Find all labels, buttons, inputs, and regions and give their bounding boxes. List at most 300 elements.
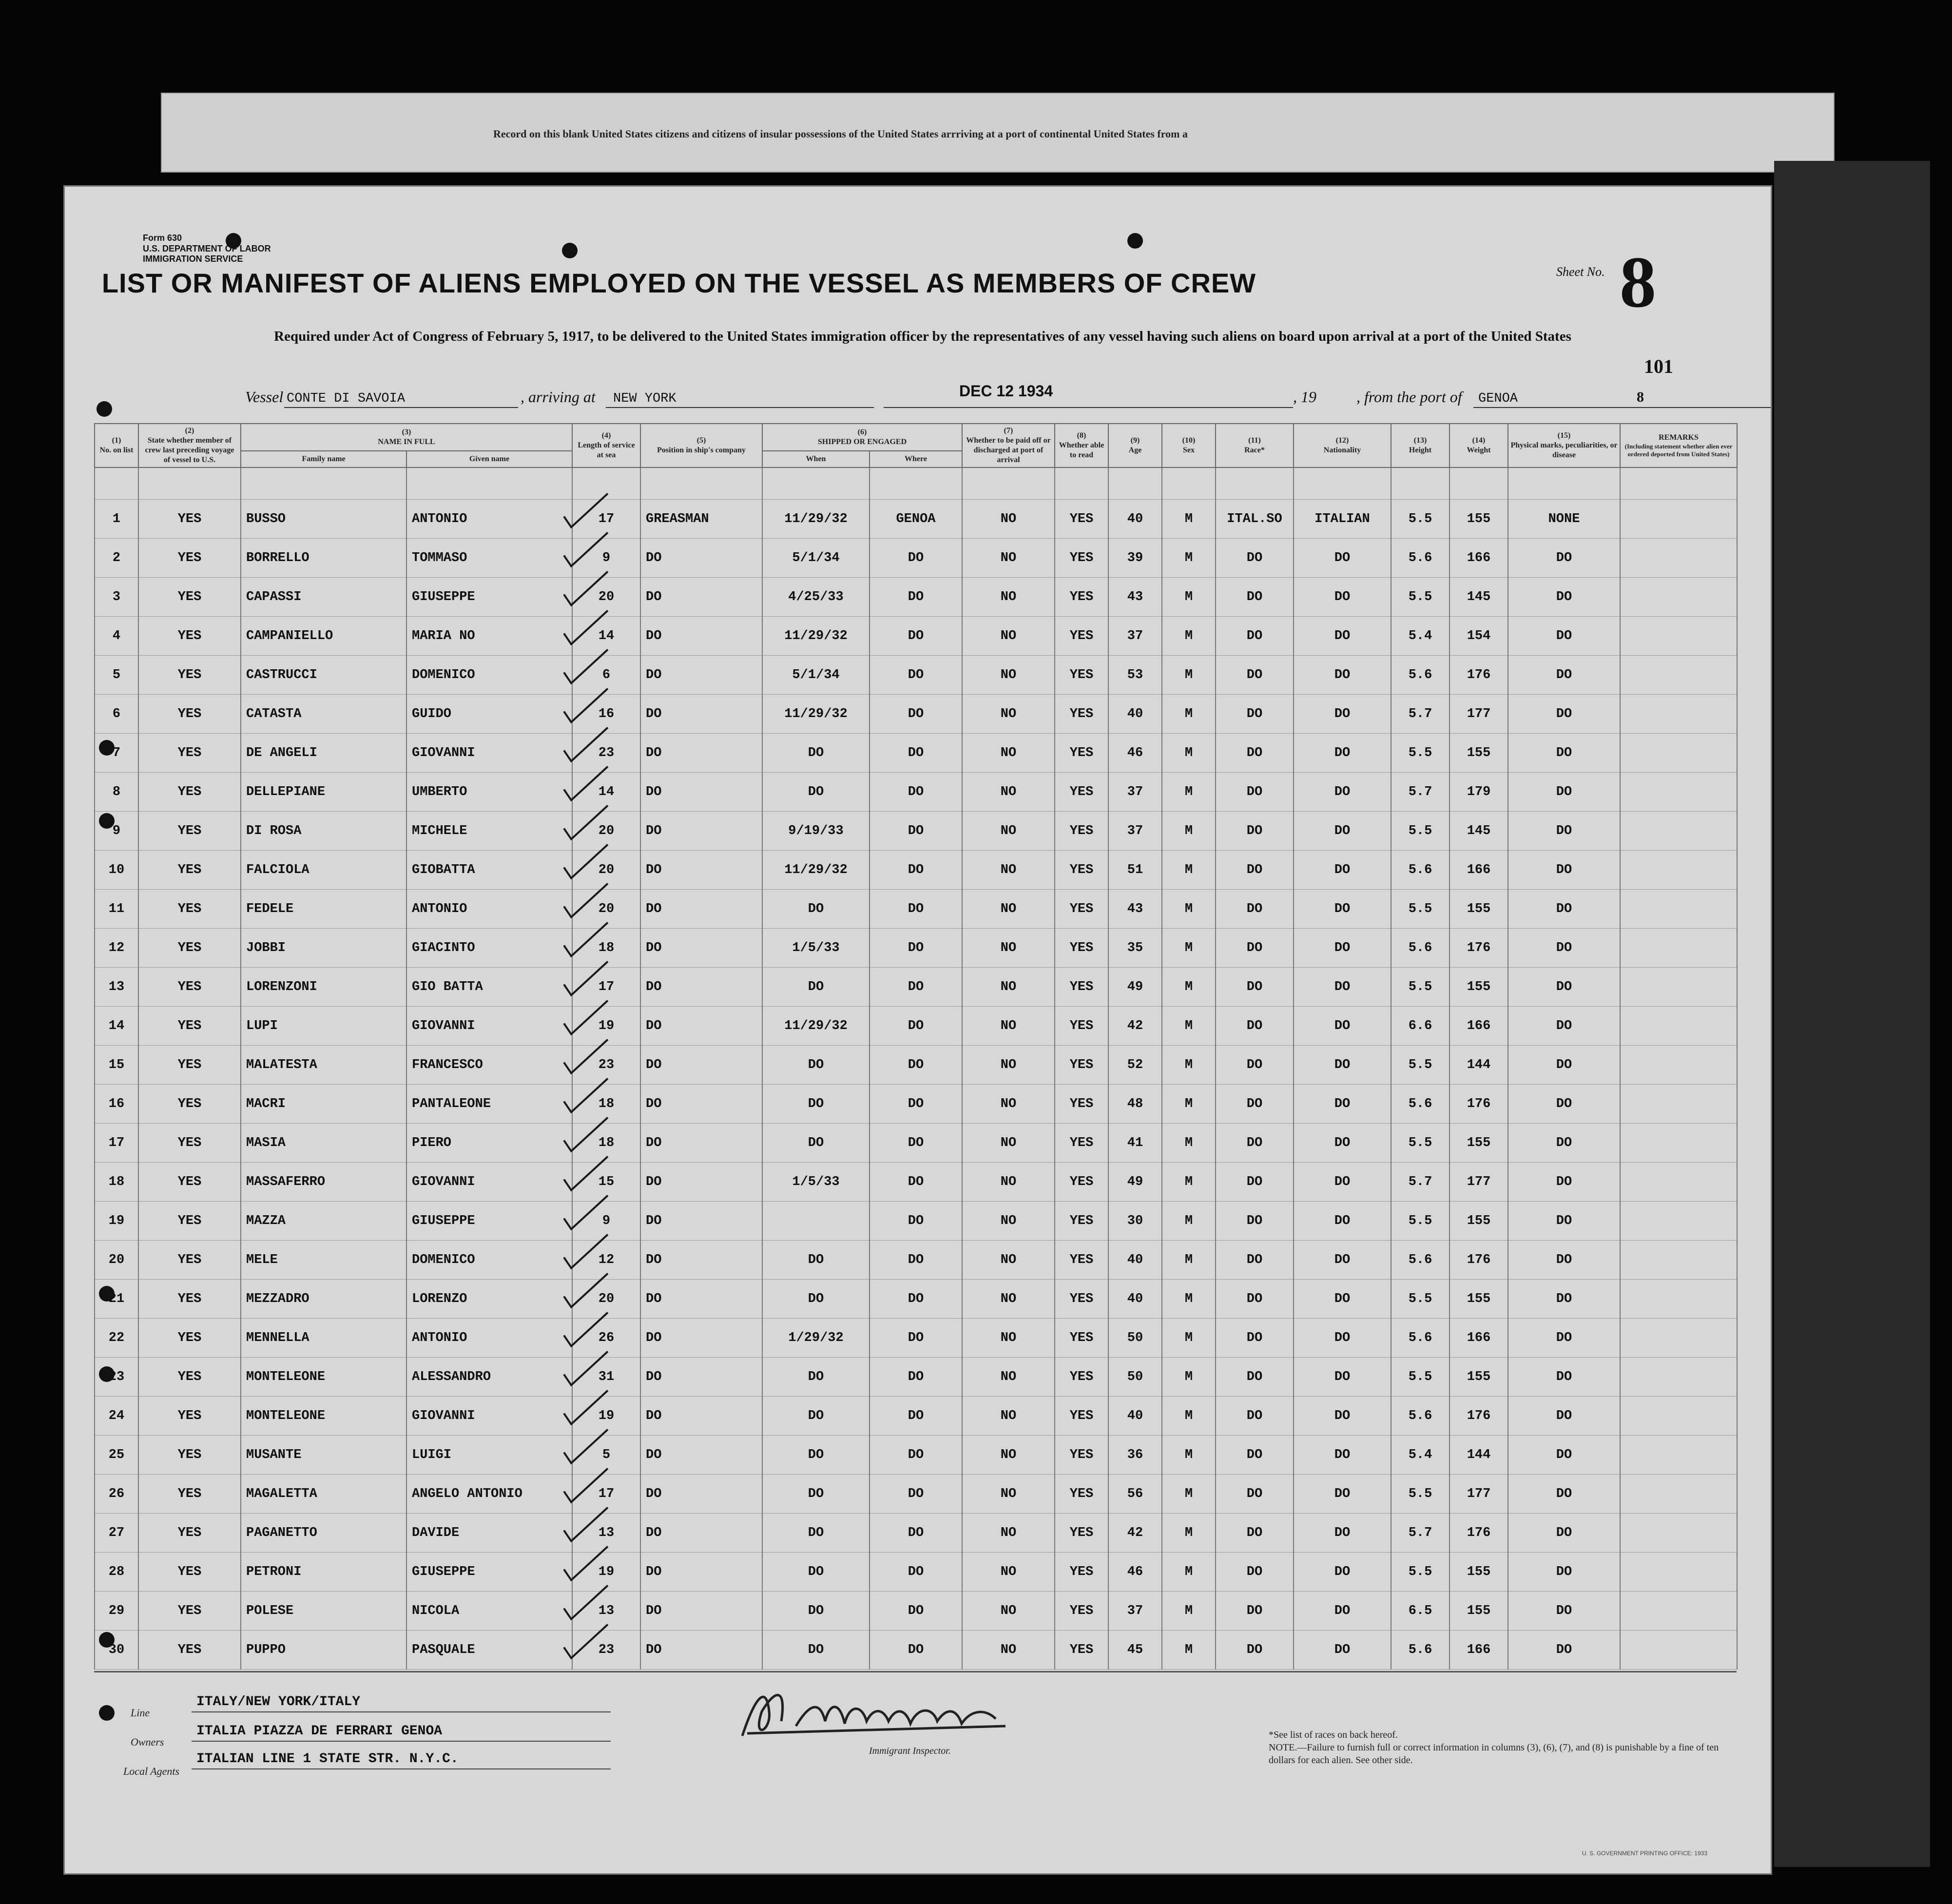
cell-paid: NO <box>962 851 1055 890</box>
cell-family: MACRI <box>241 1085 406 1124</box>
table-row <box>95 929 1737 968</box>
cell-age: 37 <box>1108 812 1162 851</box>
cell-prior: YES <box>138 1358 241 1397</box>
cell-given: MARIA NO <box>406 617 572 656</box>
cell-when: DO <box>762 1436 870 1475</box>
cell-age: 49 <box>1108 968 1162 1007</box>
cell-weight: 176 <box>1450 1085 1508 1124</box>
cell-family: MONTELEONE <box>241 1397 406 1436</box>
table-row <box>95 539 1737 578</box>
cell-weight: 145 <box>1450 812 1508 851</box>
cell-sex: M <box>1162 1085 1216 1124</box>
cell-age: 43 <box>1108 890 1162 929</box>
handwritten-number: 8 <box>1637 389 1644 405</box>
agents-value: ITALIAN LINE 1 STATE STR. N.Y.C. <box>196 1751 459 1767</box>
cell-family: JOBBI <box>241 929 406 968</box>
cell-age: 40 <box>1108 500 1162 539</box>
cell-sex: M <box>1162 1046 1216 1085</box>
cell-paid: NO <box>962 1241 1055 1280</box>
cell-family: CATASTA <box>241 695 406 734</box>
cell-nationality: DO <box>1294 1124 1391 1163</box>
cell-no: 8 <box>95 773 138 812</box>
cell-height: 5.5 <box>1391 1553 1450 1592</box>
cell-service: 14 <box>572 617 640 656</box>
cell-family: BORRELLO <box>241 539 406 578</box>
underlying-page-edge <box>1774 161 1930 1867</box>
cell-remarks <box>1620 539 1737 578</box>
cell-weight: 179 <box>1450 773 1508 812</box>
cell-position: GREASMAN <box>640 500 762 539</box>
cell-given: GIACINTO <box>406 929 572 968</box>
cell-marks: DO <box>1508 1241 1620 1280</box>
cell-marks: DO <box>1508 1085 1620 1124</box>
cell-given: GIOBATTA <box>406 851 572 890</box>
cell-prior: YES <box>138 656 241 695</box>
cell-sex: M <box>1162 1007 1216 1046</box>
cell-paid: NO <box>962 929 1055 968</box>
cell-read: YES <box>1055 1319 1108 1358</box>
cell-sex: M <box>1162 578 1216 617</box>
cell-family: MAGALETTA <box>241 1475 406 1514</box>
cell-height: 5.5 <box>1391 812 1450 851</box>
cell-service: 9 <box>572 539 640 578</box>
cell-paid: NO <box>962 539 1055 578</box>
cell-position: DO <box>640 734 762 773</box>
table-row <box>95 1553 1737 1592</box>
cell-prior: YES <box>138 1046 241 1085</box>
cell-prior: YES <box>138 1397 241 1436</box>
cell-prior: YES <box>138 1007 241 1046</box>
cell-no: 14 <box>95 1007 138 1046</box>
table-row <box>95 1397 1737 1436</box>
col-header-shipped: (6) SHIPPED OR ENGAGED <box>762 424 962 451</box>
cell-when: 4/25/33 <box>762 578 870 617</box>
cell-when: DO <box>762 734 870 773</box>
cell-position: DO <box>640 812 762 851</box>
inspector-signature <box>723 1682 1064 1746</box>
cell-when: DO <box>762 1397 870 1436</box>
cell-weight: 176 <box>1450 656 1508 695</box>
cell-no: 20 <box>95 1241 138 1280</box>
cell-height: 5.6 <box>1391 1085 1450 1124</box>
cell-weight: 166 <box>1450 1007 1508 1046</box>
from-rule <box>1473 407 1772 408</box>
cell-age: 39 <box>1108 539 1162 578</box>
cell-read: YES <box>1055 1241 1108 1280</box>
cell-no: 9 <box>95 812 138 851</box>
cell-no: 13 <box>95 968 138 1007</box>
cell-marks: DO <box>1508 1046 1620 1085</box>
cell-remarks <box>1620 734 1737 773</box>
cell-position: DO <box>640 1202 762 1241</box>
cell-prior: YES <box>138 1163 241 1202</box>
cell-prior: YES <box>138 1202 241 1241</box>
department-name: U.S. DEPARTMENT OF LABOR <box>143 243 271 253</box>
cell-height: 5.5 <box>1391 1358 1450 1397</box>
cell-when: 1/29/32 <box>762 1319 870 1358</box>
cell-service: 23 <box>572 1631 640 1670</box>
cell-remarks <box>1620 1397 1737 1436</box>
cell-family: MASSAFERRO <box>241 1163 406 1202</box>
cell-age: 37 <box>1108 773 1162 812</box>
cell-where: GENOA <box>870 500 962 539</box>
cell-race: DO <box>1216 1514 1294 1553</box>
owners-value: ITALIA PIAZZA DE FERRARI GENOA <box>196 1724 443 1739</box>
failure-note: NOTE.—Failure to furnish full or correct information in columns (3), (6), (7), and (8) is punishable by a fine of ten dollars for each alien. See other side. <box>1269 1742 1719 1766</box>
cell-race: DO <box>1216 890 1294 929</box>
cell-read: YES <box>1055 1163 1108 1202</box>
cell-position: DO <box>640 578 762 617</box>
cell-service: 20 <box>572 1280 640 1319</box>
cell-when: DO <box>762 1241 870 1280</box>
cell-no: 26 <box>95 1475 138 1514</box>
cell-prior: YES <box>138 1241 241 1280</box>
cell-service: 17 <box>572 500 640 539</box>
cell-marks: DO <box>1508 539 1620 578</box>
cell-when: DO <box>762 1553 870 1592</box>
cell-weight: 177 <box>1450 695 1508 734</box>
cell-race: DO <box>1216 1397 1294 1436</box>
cell-remarks <box>1620 1202 1737 1241</box>
cell-remarks <box>1620 851 1737 890</box>
cell-marks: DO <box>1508 773 1620 812</box>
back-sheet-note: Record on this blank United States citizens and citizens of insular possessions of the United States arrriving at a port of continental United States from a <box>493 128 1188 140</box>
cell-given: ALESSANDRO <box>406 1358 572 1397</box>
line-label: Line <box>131 1707 150 1719</box>
cell-service: 20 <box>572 812 640 851</box>
cell-read: YES <box>1055 1397 1108 1436</box>
table-row <box>95 1046 1737 1085</box>
cell-family: CAMPANIELLO <box>241 617 406 656</box>
cell-family: MONTELEONE <box>241 1358 406 1397</box>
service-name: IMMIGRATION SERVICE <box>143 254 243 264</box>
cell-marks: DO <box>1508 656 1620 695</box>
cell-weight: 166 <box>1450 851 1508 890</box>
cell-height: 5.7 <box>1391 773 1450 812</box>
cell-race: DO <box>1216 773 1294 812</box>
cell-marks: DO <box>1508 617 1620 656</box>
vessel-rule <box>284 407 518 408</box>
cell-marks: DO <box>1508 1280 1620 1319</box>
cell-no: 18 <box>95 1163 138 1202</box>
cell-position: DO <box>640 1319 762 1358</box>
cell-where: DO <box>870 1358 962 1397</box>
cell-remarks <box>1620 1007 1737 1046</box>
page-subtitle: Required under Act of Congress of February 5, 1917, to be delivered to the United States immigration officer by the representatives of any vessel having such aliens on board upon arrival at a port of the United States <box>274 329 1571 344</box>
cell-sex: M <box>1162 1475 1216 1514</box>
cell-where: DO <box>870 851 962 890</box>
cell-race: DO <box>1216 617 1294 656</box>
cell-position: DO <box>640 1397 762 1436</box>
cell-nationality: ITALIAN <box>1294 500 1391 539</box>
cell-position: DO <box>640 1592 762 1631</box>
table-row <box>95 1124 1737 1163</box>
cell-nationality: DO <box>1294 773 1391 812</box>
cell-weight: 166 <box>1450 1319 1508 1358</box>
cell-nationality: DO <box>1294 812 1391 851</box>
cell-sex: M <box>1162 1436 1216 1475</box>
col-header-position: (5) Position in ship's company <box>640 424 762 467</box>
cell-weight: 155 <box>1450 968 1508 1007</box>
table-row <box>95 1202 1737 1241</box>
cell-family: PAGANETTO <box>241 1514 406 1553</box>
cell-weight: 155 <box>1450 1202 1508 1241</box>
cell-when: DO <box>762 1514 870 1553</box>
vessel-name: CONTE DI SAVOIA <box>287 391 406 406</box>
cell-service: 19 <box>572 1007 640 1046</box>
cell-remarks <box>1620 1436 1737 1475</box>
cell-remarks <box>1620 1124 1737 1163</box>
cell-given: LUIGI <box>406 1436 572 1475</box>
agents-rule <box>192 1768 611 1769</box>
cell-race: DO <box>1216 1124 1294 1163</box>
cell-when: DO <box>762 890 870 929</box>
cell-service: 16 <box>572 695 640 734</box>
cell-position: DO <box>640 539 762 578</box>
cell-marks: DO <box>1508 1475 1620 1514</box>
cell-where: DO <box>870 1436 962 1475</box>
cell-marks: NONE <box>1508 500 1620 539</box>
cell-family: MAZZA <box>241 1202 406 1241</box>
cell-position: DO <box>640 1046 762 1085</box>
cell-remarks <box>1620 1163 1737 1202</box>
cell-when: 11/29/32 <box>762 695 870 734</box>
cell-paid: NO <box>962 1007 1055 1046</box>
cell-weight: 155 <box>1450 890 1508 929</box>
cell-where: DO <box>870 1514 962 1553</box>
cell-nationality: DO <box>1294 1280 1391 1319</box>
cell-height: 6.6 <box>1391 1007 1450 1046</box>
cell-height: 5.6 <box>1391 1397 1450 1436</box>
cell-paid: NO <box>962 1397 1055 1436</box>
cell-when: DO <box>762 1475 870 1514</box>
cell-where: DO <box>870 1241 962 1280</box>
cell-read: YES <box>1055 890 1108 929</box>
cell-race: DO <box>1216 1358 1294 1397</box>
cell-paid: NO <box>962 500 1055 539</box>
cell-nationality: DO <box>1294 734 1391 773</box>
cell-marks: DO <box>1508 1358 1620 1397</box>
table-row <box>95 1319 1737 1358</box>
cell-paid: NO <box>962 1475 1055 1514</box>
cell-remarks <box>1620 968 1737 1007</box>
cell-weight: 155 <box>1450 500 1508 539</box>
cell-prior: YES <box>138 1124 241 1163</box>
table-row <box>95 734 1737 773</box>
cell-race: DO <box>1216 1631 1294 1670</box>
cell-paid: NO <box>962 1124 1055 1163</box>
vessel-line <box>245 382 1673 411</box>
cell-weight: 155 <box>1450 1124 1508 1163</box>
cell-given: UMBERTO <box>406 773 572 812</box>
page-title: LIST OR MANIFEST OF ALIENS EMPLOYED ON THE VESSEL AS MEMBERS OF CREW <box>101 268 1256 298</box>
cell-weight: 176 <box>1450 929 1508 968</box>
cell-no: 10 <box>95 851 138 890</box>
cell-service: 17 <box>572 968 640 1007</box>
cell-nationality: DO <box>1294 539 1391 578</box>
cell-read: YES <box>1055 617 1108 656</box>
cell-no: 23 <box>95 1358 138 1397</box>
cell-nationality: DO <box>1294 1436 1391 1475</box>
cell-prior: YES <box>138 695 241 734</box>
manifest-footer <box>94 1671 1737 1867</box>
cell-paid: NO <box>962 1631 1055 1670</box>
cell-age: 36 <box>1108 1436 1162 1475</box>
cell-height: 5.6 <box>1391 851 1450 890</box>
cell-given: ANTONIO <box>406 890 572 929</box>
cell-remarks <box>1620 812 1737 851</box>
cell-read: YES <box>1055 1475 1108 1514</box>
cell-race: DO <box>1216 1085 1294 1124</box>
cell-race: DO <box>1216 578 1294 617</box>
table-row <box>95 1241 1737 1280</box>
cell-remarks <box>1620 1046 1737 1085</box>
cell-marks: DO <box>1508 1553 1620 1592</box>
cell-race: DO <box>1216 1007 1294 1046</box>
cell-age: 37 <box>1108 617 1162 656</box>
cell-prior: YES <box>138 1553 241 1592</box>
cell-height: 5.7 <box>1391 1163 1450 1202</box>
cell-race: DO <box>1216 968 1294 1007</box>
cell-position: DO <box>640 1631 762 1670</box>
cell-no: 27 <box>95 1514 138 1553</box>
cell-service: 19 <box>572 1553 640 1592</box>
table-row <box>95 617 1737 656</box>
year-label: , 19 <box>1293 388 1316 406</box>
cell-given: PASQUALE <box>406 1631 572 1670</box>
cell-position: DO <box>640 929 762 968</box>
cell-nationality: DO <box>1294 1085 1391 1124</box>
cell-sex: M <box>1162 812 1216 851</box>
cell-sex: M <box>1162 617 1216 656</box>
cell-age: 42 <box>1108 1514 1162 1553</box>
col-header-remarks: REMARKS (Including statement whether alien ever ordered deported from United States) <box>1620 424 1737 467</box>
cell-read: YES <box>1055 1631 1108 1670</box>
cell-weight: 176 <box>1450 1397 1508 1436</box>
cell-marks: DO <box>1508 578 1620 617</box>
cell-where: DO <box>870 656 962 695</box>
cell-remarks <box>1620 929 1737 968</box>
cell-height: 5.5 <box>1391 1046 1450 1085</box>
cell-service: 12 <box>572 1241 640 1280</box>
cell-where: DO <box>870 890 962 929</box>
cell-where: DO <box>870 1046 962 1085</box>
cell-when: 11/29/32 <box>762 617 870 656</box>
cell-position: DO <box>640 695 762 734</box>
cell-weight: 177 <box>1450 1475 1508 1514</box>
cell-prior: YES <box>138 1085 241 1124</box>
cell-position: DO <box>640 773 762 812</box>
cell-age: 50 <box>1108 1319 1162 1358</box>
cell-service: 13 <box>572 1514 640 1553</box>
cell-given: GIUSEPPE <box>406 578 572 617</box>
table-spacer-row <box>95 467 1737 500</box>
cell-read: YES <box>1055 1124 1108 1163</box>
cell-height: 5.4 <box>1391 617 1450 656</box>
cell-service: 6 <box>572 656 640 695</box>
cell-nationality: DO <box>1294 578 1391 617</box>
col-header-prior-voyage: (2) State whether member of crew last preceding voyage of vessel to U.S. <box>138 424 241 467</box>
cell-where: DO <box>870 1475 962 1514</box>
cell-marks: DO <box>1508 734 1620 773</box>
cell-age: 40 <box>1108 1280 1162 1319</box>
cell-prior: YES <box>138 539 241 578</box>
col-header-height: (13) Height <box>1391 424 1450 467</box>
cell-marks: DO <box>1508 1631 1620 1670</box>
cell-when: 11/29/32 <box>762 851 870 890</box>
cell-family: MALATESTA <box>241 1046 406 1085</box>
cell-marks: DO <box>1508 695 1620 734</box>
printer-imprint: U. S. GOVERNMENT PRINTING OFFICE: 1933 <box>1582 1850 1707 1857</box>
cell-family: FEDELE <box>241 890 406 929</box>
cell-no: 29 <box>95 1592 138 1631</box>
cell-height: 5.6 <box>1391 1631 1450 1670</box>
cell-weight: 176 <box>1450 1241 1508 1280</box>
cell-where: DO <box>870 1124 962 1163</box>
cell-service: 20 <box>572 890 640 929</box>
cell-read: YES <box>1055 734 1108 773</box>
cell-where: DO <box>870 1319 962 1358</box>
cell-given: DAVIDE <box>406 1514 572 1553</box>
cell-where: DO <box>870 539 962 578</box>
cell-prior: YES <box>138 929 241 968</box>
cell-prior: YES <box>138 773 241 812</box>
cell-race: DO <box>1216 695 1294 734</box>
cell-paid: NO <box>962 1592 1055 1631</box>
cell-weight: 155 <box>1450 1553 1508 1592</box>
cell-sex: M <box>1162 1358 1216 1397</box>
cell-age: 40 <box>1108 695 1162 734</box>
from-port: GENOA <box>1478 391 1518 406</box>
cell-sex: M <box>1162 695 1216 734</box>
cell-sex: M <box>1162 1202 1216 1241</box>
cell-height: 5.6 <box>1391 656 1450 695</box>
cell-age: 46 <box>1108 1553 1162 1592</box>
cell-remarks <box>1620 1553 1737 1592</box>
cell-paid: NO <box>962 1436 1055 1475</box>
owners-label: Owners <box>131 1736 164 1748</box>
date-rule <box>884 407 1293 408</box>
col-header-nationality: (12) Nationality <box>1294 424 1391 467</box>
col-header-weight: (14) Weight <box>1450 424 1508 467</box>
cell-age: 35 <box>1108 929 1162 968</box>
races-note: *See list of races on back hereof. <box>1269 1729 1398 1740</box>
cell-when: DO <box>762 968 870 1007</box>
cell-height: 5.6 <box>1391 929 1450 968</box>
table-body <box>95 467 1737 1670</box>
cell-nationality: DO <box>1294 1241 1391 1280</box>
cell-when: DO <box>762 1124 870 1163</box>
cell-where: DO <box>870 1085 962 1124</box>
cell-position: DO <box>640 1280 762 1319</box>
cell-marks: DO <box>1508 929 1620 968</box>
cell-no: 30 <box>95 1631 138 1670</box>
cell-given: GIOVANNI <box>406 1397 572 1436</box>
cell-sex: M <box>1162 500 1216 539</box>
cell-read: YES <box>1055 1436 1108 1475</box>
cell-where: DO <box>870 578 962 617</box>
table-row <box>95 1007 1737 1046</box>
table-row <box>95 578 1737 617</box>
cell-position: DO <box>640 1553 762 1592</box>
cell-remarks <box>1620 1085 1737 1124</box>
table-row <box>95 1475 1737 1514</box>
col-header-read: (8) Whether able to read <box>1055 424 1108 467</box>
cell-marks: DO <box>1508 1007 1620 1046</box>
table-row <box>95 656 1737 695</box>
cell-marks: DO <box>1508 1436 1620 1475</box>
cell-given: PIERO <box>406 1124 572 1163</box>
